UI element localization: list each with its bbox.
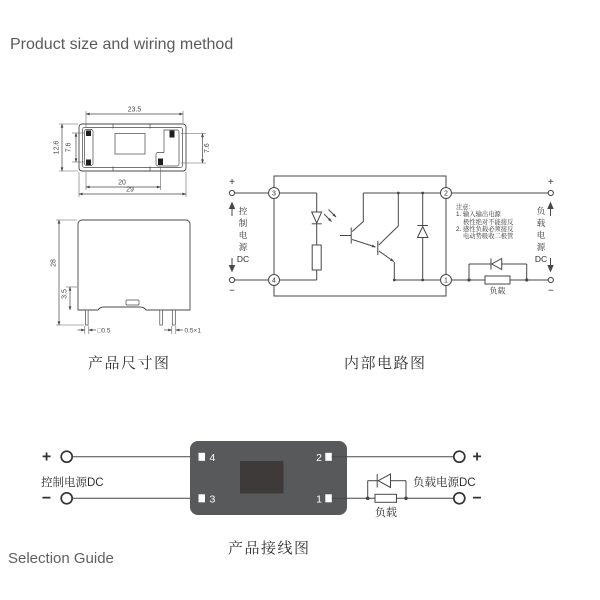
footer-partial-text	[8, 550, 114, 567]
wiring-minus-sign-left: −	[41, 490, 52, 508]
wiring-load-label: 负载	[375, 507, 397, 519]
control-char: 控	[238, 206, 248, 216]
photodarlington-symbol	[340, 193, 398, 280]
wiring-load-power-label: 负载电源DC	[413, 477, 476, 489]
wiring-control-power-label: 控制电源DC	[41, 477, 104, 489]
terminal-4-number: 4	[272, 277, 276, 285]
note-line-1: 1. 输入输出电源	[456, 211, 501, 219]
dim-pin-square: □0.5	[97, 327, 111, 335]
relay-pin-4-number: 4	[209, 451, 216, 464]
wiring-plus-sign-right: +	[472, 448, 482, 466]
dim-right-pitch: 7.6	[204, 143, 211, 154]
notes-title: 注意:	[456, 204, 471, 211]
control-down-arrow-icon	[229, 265, 235, 273]
relay-pin-3-number: 3	[209, 493, 216, 506]
note-line-2: 极性绝对不能接反	[463, 218, 514, 226]
wiring-flyback-diode-symbol	[377, 474, 390, 488]
pad-top-left	[86, 131, 91, 137]
pin-right-a	[160, 310, 163, 325]
footer-partial-span: Selection Guide	[8, 550, 114, 567]
load-up-arrow-icon	[547, 202, 553, 210]
resistor-symbol	[312, 245, 321, 270]
control-char: 电	[238, 230, 248, 240]
relay-pin-1-number: 1	[316, 493, 322, 506]
wiring-plus-sign-left: +	[41, 448, 52, 466]
wiring-terminal-minus-right	[454, 493, 465, 504]
dim-body-height: 28	[50, 259, 58, 267]
relay-pin-1-mark	[325, 494, 332, 502]
input-minus-terminal	[229, 277, 234, 282]
dim-pin-span: 20	[118, 179, 126, 187]
load-char: 源	[536, 242, 546, 252]
circuit-notes	[456, 204, 522, 240]
output-minus-sign: −	[547, 285, 554, 297]
dim-standoff: 3.5	[61, 289, 69, 299]
control-char: 源	[238, 242, 248, 252]
control-up-arrow-icon	[229, 202, 235, 210]
load-char: 电	[536, 230, 546, 240]
led-light-arrow-icon	[329, 210, 337, 218]
wiring-terminal-plus-left	[61, 451, 72, 462]
load-char: 负	[536, 206, 546, 216]
circuit-box	[274, 176, 446, 296]
terminal-2-number: 2	[444, 190, 448, 198]
control-char: DC	[236, 254, 250, 264]
page-title: Product size and wiring method	[10, 36, 234, 53]
pad-bottom-left	[86, 160, 91, 166]
input-plus-terminal	[229, 190, 234, 195]
control-power-vertical-label	[236, 205, 250, 265]
dim-left-pitch: 7.6	[65, 142, 73, 153]
pin-left	[86, 310, 89, 325]
center-window	[115, 134, 145, 155]
led-symbol	[312, 212, 322, 223]
side-view-drawing	[51, 220, 202, 334]
wiring-terminal-minus-left	[61, 493, 72, 504]
wiring-diagram-caption: 产品接线图	[228, 540, 311, 557]
dim-pin-flat: 0.5×1	[184, 327, 201, 335]
wiring-terminal-plus-right	[454, 451, 465, 462]
terminal-3-number: 3	[272, 190, 276, 198]
load-resistor-symbol	[485, 276, 510, 284]
load-label: 负载	[489, 286, 506, 296]
relay-label-window	[240, 461, 284, 494]
output-plus-sign: +	[547, 176, 554, 188]
side-view-body	[78, 220, 190, 310]
control-char: 制	[238, 218, 248, 228]
wiring-minus-sign-right: −	[472, 490, 482, 508]
dim-total-width: 29	[126, 186, 134, 194]
terminal-1-number: 1	[444, 277, 448, 285]
relay-pin-2-number: 2	[316, 451, 322, 464]
dim-top-width: 23.5	[127, 106, 142, 114]
input-plus-sign: +	[229, 176, 235, 188]
relay-pin-2-mark	[325, 453, 332, 461]
top-view-drawing	[54, 107, 212, 198]
load-power-vertical-label	[534, 205, 548, 265]
label-plate	[126, 300, 139, 305]
led-light-arrow-icon	[324, 214, 332, 222]
pad-top-right	[170, 131, 175, 138]
relay-pin-3-mark	[199, 494, 206, 502]
relay-pin-4-mark	[199, 453, 206, 461]
load-char: 载	[536, 218, 546, 228]
pin-right-b	[172, 310, 175, 325]
input-minus-sign: −	[229, 285, 235, 297]
pad-bottom-right	[158, 159, 163, 166]
diode-symbol	[418, 193, 428, 280]
note-line-4: 电动势吸收二极管	[463, 233, 514, 241]
load-char: DC	[534, 254, 548, 264]
output-minus-terminal	[548, 277, 553, 282]
dim-total-height: 12.6	[53, 140, 61, 155]
size-diagram-caption: 产品尺寸图	[88, 355, 171, 372]
flyback-diode-symbol	[491, 259, 502, 270]
circuit-diagram-caption: 内部电路图	[344, 355, 427, 372]
wiring-load-resistor-symbol	[375, 494, 397, 502]
load-down-arrow-icon	[547, 265, 553, 273]
output-plus-terminal	[548, 190, 553, 195]
note-line-3: 2. 感性负载必须接反	[456, 225, 514, 233]
